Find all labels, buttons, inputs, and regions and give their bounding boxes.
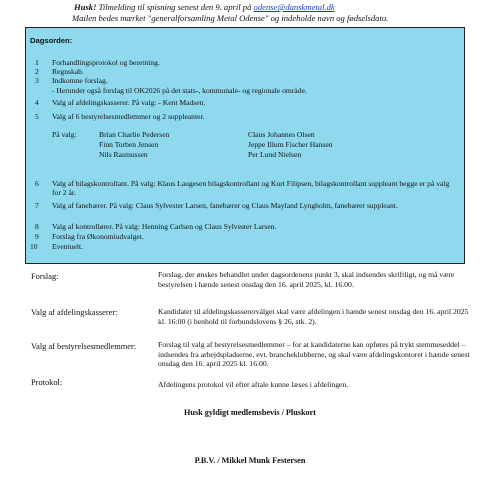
info-label: Valg af bestyrelsesmedlemmer:: [31, 342, 137, 351]
agenda-num: 7: [35, 201, 39, 210]
candidate-name: Brian Charlie Pedersen: [99, 130, 170, 139]
agenda-text: Indkomne forslag.: [52, 76, 108, 85]
agenda-num: 3: [35, 76, 39, 85]
agenda-num: 5: [35, 112, 39, 121]
candidate-name: Finn Torben Jensen: [99, 140, 159, 149]
info-label: Forslag:: [31, 272, 59, 281]
agenda-text: Valg af fanebærer. På valg: Claus Sylvester Larsen, fanebærer og Claus Mayland Lyngholm, fanebærer suppleant.: [52, 201, 398, 210]
notice: [72, 2, 492, 24]
info-text: Forslag til valg af bestyrelsesmedlemmer – for at kandidaterne kan opføres på trykt stemmeseddel – indsendes fra arbejdspladserne, evt. brancheklubberne, og skal være afdelingskontoret i hænde senest onsdag den 16. april 2025 kl. 16.00.: [158, 340, 470, 369]
info-label: Protokol:: [31, 378, 63, 387]
candidate-name: Per Lund Nielsen: [248, 150, 302, 159]
agenda-text: Valg af 6 bestyrelsesmedlemmer og 2 suppleanter.: [52, 112, 205, 121]
agenda-text: - Herunder også forslag til OK2026 på det stats-, kommunale- og regionale område.: [52, 86, 307, 95]
agenda-text: Valg af bilagskontrollant. På valg: Klaus Laugesen bilagskontrollant og Kurt Filipsen, bilagskontrollant suppleant begge er på valg for 2 år.: [52, 179, 450, 198]
email-link[interactable]: odense@danskmetal.dk: [253, 2, 335, 12]
info-text: Afdelingens protokol vil efter aftale kunne læses i afdelingen.: [158, 380, 349, 389]
info-text: Forslag, der ønskes behandlet under dagsordenens punkt 3, skal indsendes skriftligt, og må være bestyrelsen i hænde senest onsdag den 16. april 2025, kl. 16.00.: [158, 270, 455, 289]
agenda-num: 4: [35, 98, 39, 107]
candidate-name: Claus Johannes Olsen: [248, 130, 315, 139]
agenda-text: Regnskab.: [52, 67, 84, 76]
agenda-num: 9: [35, 232, 39, 241]
signature: P.B.V. / Mikkel Munk Festersen: [194, 456, 306, 465]
agenda-text: Valg af kontrollører. På valg: Henning Carlsen og Claus Sylvester Larsen.: [52, 222, 277, 231]
info-label: Valg af afdelingskasserer:: [31, 308, 118, 317]
notice-hint-strong: Husk!: [74, 2, 97, 12]
agenda-title: Dagsorden:: [30, 36, 73, 45]
agenda-text: Eventuelt.: [52, 242, 83, 251]
agenda-num: 2: [35, 67, 39, 76]
agenda-num: 1: [35, 58, 39, 67]
membership-reminder: Husk gyldigt medlemsbevis / Pluskort: [184, 408, 316, 417]
agenda-box: [25, 27, 465, 264]
notice-line2: Mailen bedes mærket "generalforsamling Metal Odense" og indeholde navn og fødselsdato.: [72, 13, 389, 23]
agenda-text: Forhandlingsprotokol og beretning.: [52, 58, 160, 67]
agenda-num: 8: [35, 222, 39, 231]
candidate-name: Nils Rasmussen: [99, 150, 148, 159]
notice-line1: [74, 2, 492, 13]
agenda-text: Valg af afdelingskasserer. På valg: - Kent Madsen.: [52, 98, 206, 107]
agenda-text: Forslag fra Økonomiudvalget.: [52, 232, 144, 241]
candidates-label: På valg:: [52, 130, 77, 139]
agenda-num: 10: [30, 242, 38, 251]
agenda-num: 6: [35, 179, 39, 188]
info-text: Kandidater til afdelingskassererválget skal være afdelingen i hænde senest onsdag den 16. april 2025 kl. 16:00 (i henhold til forbundslovens § 26, stk. 2).: [158, 307, 469, 326]
notice-hint-text: Tilmelding til spisning senest den 9. april på: [96, 2, 254, 12]
candidate-name: Jeppe Illum Fischer Hansen: [248, 140, 333, 149]
